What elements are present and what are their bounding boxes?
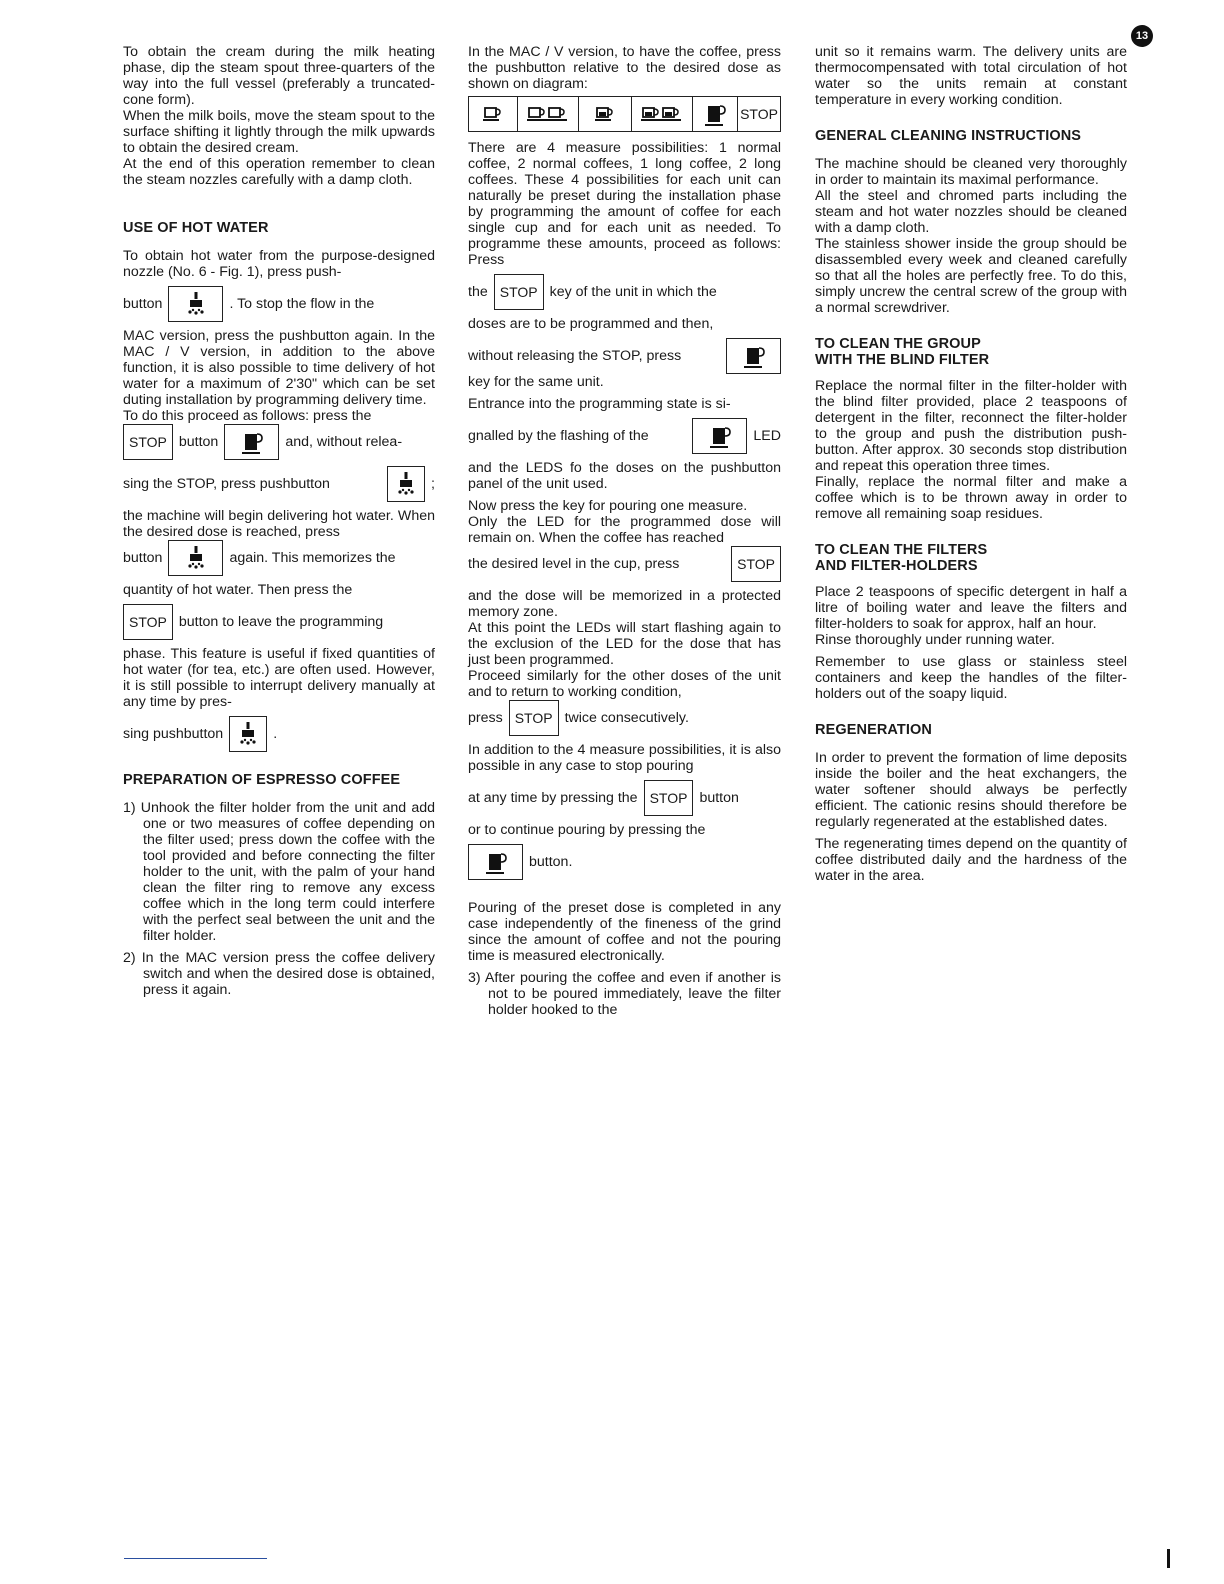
title-line: TO CLEAN THE FILTERS bbox=[815, 542, 988, 558]
text: button bbox=[123, 550, 163, 566]
inline-line bbox=[468, 844, 781, 880]
section-title-hot-water: USE OF HOT WATER bbox=[123, 220, 269, 236]
paragraph: Rinse thoroughly under running water. bbox=[815, 632, 1055, 648]
column-right bbox=[815, 44, 1127, 890]
hot-water-button-icon bbox=[168, 286, 223, 322]
text: button to leave the programming bbox=[178, 614, 384, 630]
paragraph: Proceed similarly for the other doses of the unit and to return to working condition, bbox=[468, 668, 781, 700]
paragraph: The regenerating times depend on the quantity of coffee distributed daily and the hardness of the water in the area. bbox=[815, 836, 1127, 884]
paragraph: Replace the normal filter in the filter-holder with the blind filter provided, place 2 teaspoons of detergent in the filter, reconnect the filter-holder to the group and push the distribution push-button. After approx. 30 seconds stop distribution and repeat this operation three times. bbox=[815, 378, 1127, 474]
paragraph: In the MAC / V version, to have the coffee, press the pushbutton relative to the desired dose as shown on diagram: bbox=[468, 44, 781, 92]
hot-water-button-icon bbox=[168, 540, 223, 576]
stop-key-label: STOP bbox=[509, 700, 559, 736]
list-item: 2) In the MAC version press the coffee delivery switch and when the desired dose is obtained, press it again. bbox=[123, 950, 435, 998]
inline-line bbox=[468, 418, 781, 454]
paragraph: At the end of this operation remember to clean the steam nozzles carefully with a damp cloth. bbox=[123, 156, 435, 188]
section-title-clean-group bbox=[815, 336, 1127, 368]
text: ; bbox=[431, 476, 435, 492]
paragraph: Only the LED for the programmed dose will remain on. When the coffee has reached bbox=[468, 514, 781, 546]
two-normal-coffees-icon bbox=[518, 97, 579, 131]
text: button bbox=[699, 790, 739, 806]
paragraph: or to continue pouring by pressing the bbox=[468, 822, 706, 838]
paragraph: Entrance into the programming state is si- bbox=[468, 396, 731, 412]
one-normal-coffee-icon bbox=[469, 97, 518, 131]
section-title-espresso: PREPARATION OF ESPRESSO COFFEE bbox=[123, 772, 401, 788]
inline-line bbox=[468, 700, 781, 736]
section-title-clean-filters bbox=[815, 542, 1127, 574]
text: at any time by pressing the bbox=[468, 790, 638, 806]
title-line: AND FILTER-HOLDERS bbox=[815, 558, 978, 574]
paragraph: To obtain the cream during the milk heating phase, dip the steam spout three-quarters of the way into the full vessel (preferably a truncated-cone form). bbox=[123, 44, 435, 108]
text: twice consecutively. bbox=[564, 710, 689, 726]
inline-line bbox=[468, 338, 781, 374]
text: sing pushbutton bbox=[123, 726, 224, 742]
stop-key-label: STOP bbox=[494, 274, 544, 310]
paragraph: and the LEDS fo the doses on the pushbutton panel of the unit used. bbox=[468, 460, 781, 492]
text: the bbox=[468, 284, 488, 300]
text: sing the STOP, press pushbutton bbox=[123, 476, 330, 492]
coffee-cup-icon bbox=[224, 424, 279, 460]
coffee-cup-icon bbox=[468, 844, 523, 880]
stop-key-label: STOP bbox=[644, 780, 694, 816]
text: LED bbox=[753, 428, 781, 444]
stop-key-label: STOP bbox=[123, 604, 173, 640]
paragraph: When the milk boils, move the steam spout to the surface shifting it lightly through the milk upwards to obtain the desired cream. bbox=[123, 108, 435, 156]
inline-line bbox=[123, 540, 435, 576]
paragraph: quantity of hot water. Then press the bbox=[123, 582, 353, 598]
paragraph: All the steel and chromed parts including the steam and hot water nozzles should be cleaned with a damp cloth. bbox=[815, 188, 1127, 236]
paragraph: To obtain hot water from the purpose-designed nozzle (No. 6 - Fig. 1), press push- bbox=[123, 248, 435, 280]
text: gnalled by the flashing of the bbox=[468, 428, 649, 444]
inline-line bbox=[123, 424, 435, 460]
section-title-regeneration: REGENERATION bbox=[815, 722, 932, 738]
page-number-badge: 13 bbox=[1131, 25, 1153, 47]
inline-line bbox=[123, 604, 435, 640]
text: again. This memorizes the bbox=[229, 550, 396, 566]
title-line: TO CLEAN THE GROUP bbox=[815, 336, 981, 352]
paragraph: The machine should be cleaned very thoroughly in order to maintain its maximal performance. bbox=[815, 156, 1127, 188]
paragraph: At this point the LEDs will start flashing again to the exclusion of the LED for the dose that has just been programmed. bbox=[468, 620, 781, 668]
paragraph: Pouring of the preset dose is completed in any case independently of the fineness of the grind since the amount of coffee and not the pouring time is measured electronically. bbox=[468, 900, 781, 964]
text: key of the unit in which the bbox=[549, 284, 717, 300]
coffee-cup-icon bbox=[726, 338, 781, 374]
text: . bbox=[273, 726, 278, 742]
paragraph: phase. This feature is useful if fixed quantities of hot water (for tea, etc.) are often used. However, it is still possible to interrupt delivery manually at any time by pres- bbox=[123, 646, 435, 710]
stop-key-label: STOP bbox=[731, 546, 781, 582]
continuous-coffee-icon bbox=[693, 97, 738, 131]
list-item: 1) Unhook the filter holder from the unit and add one or two measures of coffee depending on the filter used; press down the coffee with the tool provided and before connecting the filter holder to the unit, with the palm of your hand clean the filter ring to remove any excess coffee which in the long term could interfere with the perfect seal between the unit and the filter holder. bbox=[123, 800, 435, 944]
list-item: 3) After pouring the coffee and even if another is not to be poured immediately, leave the filter holder hooked to the bbox=[468, 970, 781, 1018]
paragraph: Remember to use glass or stainless steel containers and keep the handles of the filter-holders out of the soapy liquid. bbox=[815, 654, 1127, 702]
text: button. bbox=[529, 854, 573, 870]
hot-water-button-icon bbox=[387, 466, 425, 502]
inline-line bbox=[123, 466, 435, 502]
column-middle bbox=[468, 44, 781, 1024]
paragraph: and the dose will be memorized in a protected memory zone. bbox=[468, 588, 781, 620]
title-line: WITH THE BLIND FILTER bbox=[815, 352, 990, 368]
edge-mark bbox=[1167, 1549, 1170, 1568]
stop-key-label: STOP bbox=[740, 106, 778, 122]
paragraph: In addition to the 4 measure possibilities, it is also possible in any case to stop pouring bbox=[468, 742, 781, 774]
one-long-coffee-icon bbox=[579, 97, 632, 131]
dose-buttons-diagram bbox=[468, 96, 781, 132]
section-title-general-cleaning: GENERAL CLEANING INSTRUCTIONS bbox=[815, 128, 1082, 144]
two-long-coffees-icon bbox=[632, 97, 693, 131]
column-left bbox=[123, 44, 435, 1004]
inline-line bbox=[123, 286, 435, 322]
text: button bbox=[123, 296, 163, 312]
inline-line bbox=[468, 274, 781, 310]
hot-water-button-icon bbox=[229, 716, 267, 752]
paragraph: Finally, replace the normal filter and make a coffee which is to be thrown away in order to remove all remaining soap residues. bbox=[815, 474, 1127, 522]
text: . To stop the flow in the bbox=[229, 296, 375, 312]
footer-rule bbox=[124, 1558, 267, 1559]
paragraph: Place 2 teaspoons of specific detergent in half a litre of boiling water and leave the filters and filter-holders to soak for approx, half an hour. bbox=[815, 584, 1127, 632]
paragraph: Now press the key for pouring one measure. bbox=[468, 498, 748, 514]
paragraph: The stainless shower inside the group should be disassembled every week and cleaned carefully so that all the holes are perfectly free. To do this, simply uncrew the central screw of the group with a normal screwdriver. bbox=[815, 236, 1127, 316]
paragraph: doses are to be programmed and then, bbox=[468, 316, 714, 332]
text: without releasing the STOP, press bbox=[468, 348, 682, 364]
paragraph: unit so it remains warm. The delivery units are thermocompensated with total circulation of hot water so the units remain at constant temperature in every working condition. bbox=[815, 44, 1127, 108]
text: and, without relea- bbox=[285, 434, 403, 450]
paragraph: key for the same unit. bbox=[468, 374, 604, 390]
paragraph: MAC version, press the pushbutton again. In the MAC / V version, in addition to the above function, it is also possible to time delivery of hot water for a maximum of 2'30" which can be set duting installation by programming delivery time. bbox=[123, 328, 435, 408]
inline-line bbox=[468, 780, 781, 816]
paragraph: There are 4 measure possibilities: 1 normal coffee, 2 normal coffees, 1 long coffee, 2 long coffees. These 4 possibilities for each unit can naturally be preset during the installation phase by programming the amount of coffee for each single cup and for each unit as needed. To programme these amounts, proceed as follows: Press bbox=[468, 140, 781, 268]
inline-line bbox=[468, 546, 781, 582]
inline-line bbox=[123, 716, 435, 752]
text: the desired level in the cup, press bbox=[468, 556, 680, 572]
paragraph: In order to prevent the formation of lime deposits inside the boiler and the heat exchangers, the water softener should always be perfectly efficient. The cationic resins should therefore be regularly regenerated at the established dates. bbox=[815, 750, 1127, 830]
paragraph: the machine will begin delivering hot water. When the desired dose is reached, press bbox=[123, 508, 435, 540]
paragraph: To do this proceed as follows: press the bbox=[123, 408, 372, 424]
stop-key-label: STOP bbox=[123, 424, 173, 460]
text: press bbox=[468, 710, 503, 726]
coffee-cup-icon bbox=[692, 418, 747, 454]
text: button bbox=[178, 434, 219, 450]
